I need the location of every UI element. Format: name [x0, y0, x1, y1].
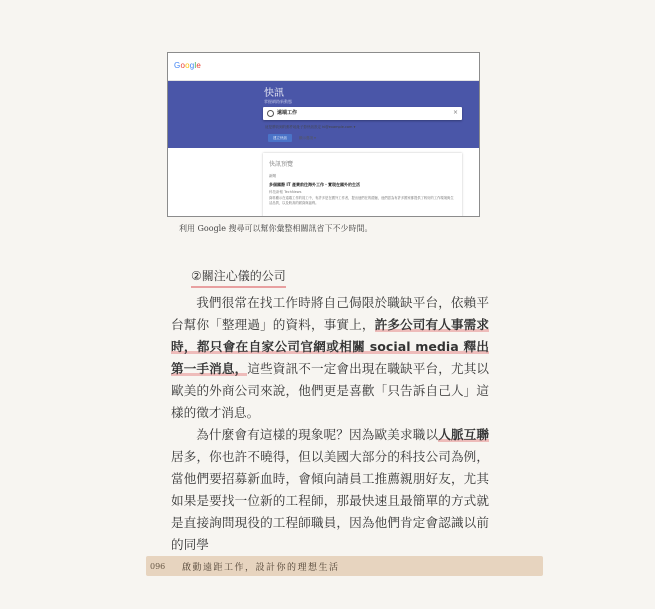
show-options-link[interactable]: 顯示選項 ▾	[299, 136, 316, 140]
body-text	[171, 292, 489, 556]
search-query: 遠端工作	[277, 110, 298, 116]
alerts-subtitle: 掌握網路新動態	[264, 99, 292, 104]
preview-headline[interactable]: 多個國際 IT 產業前往海外工作・實現在國外的生活	[269, 182, 361, 187]
alerts-title: 快訊	[264, 88, 284, 99]
alerts-search-box[interactable]	[263, 107, 462, 120]
alert-preview-card	[263, 153, 462, 217]
google-logo: Google	[174, 61, 202, 70]
paragraph: 我們很常在找工作時將自己侷限於職缺平台，依賴平台幫你「整理過」的資料，事實上，許多公司有人事需求時，都只會在自家公司官網或相關 social media 釋出第一手消息，這些資訊不一定會出現在職缺平台，尤其以歐美的外商公司來說，他們更是喜歡「只告訴自己人」這樣的徵才消息。	[171, 295, 490, 420]
highlighted-text: 人脈互聯	[438, 427, 490, 442]
page-number: 096	[150, 562, 166, 571]
preview-label: 新聞	[269, 174, 276, 178]
paragraph: 為什麼會有這樣的現象呢？因為歐美求職以人脈互聯居多，你也許不曉得，但以美國大部分的科技公司為例，當他們要招募新血時，會傾向請員工推薦親朋好友，尤其如果是要找一位新的工程師，那最快速且最簡單的方式就是直接詢問現役的工程師職員，因為他們肯定會認識以前的同學	[171, 427, 490, 552]
search-icon	[267, 110, 274, 117]
preview-snippet: 資料顯示在遠端工作的員工中，有許多是在國外工作者，提出他們在的經驗，他們認為有許多國家都提供了較好的工作環境與生活品質，以及較高的薪資與福利。	[269, 196, 454, 205]
clear-icon[interactable]: ×	[452, 109, 458, 116]
preview-source: 科技新報 TechNews	[269, 190, 302, 194]
figure-caption: 利用 Google 搜尋可以幫你彙整相關訊省下不少時間。	[179, 224, 373, 233]
preview-title: 快訊預覽	[269, 161, 294, 168]
highlighted-text: 許多公司有人事需求時，都只會在自家公司官網或相關 social media 釋出第一手消息，	[171, 317, 490, 376]
delivery-options-line: 這是將收到的郵件地址子影快訊設定 hi@example.com ▾	[265, 125, 356, 129]
alerts-header-band	[168, 81, 479, 148]
section-heading: ②關注心儀的公司	[191, 267, 286, 288]
screenshot-topbar	[168, 53, 479, 81]
google-alerts-screenshot	[167, 52, 480, 217]
create-alert-button[interactable]: 建立快訊	[268, 134, 292, 142]
running-footer-title: 啟動遠距工作，設計你的理想生活	[182, 563, 340, 573]
